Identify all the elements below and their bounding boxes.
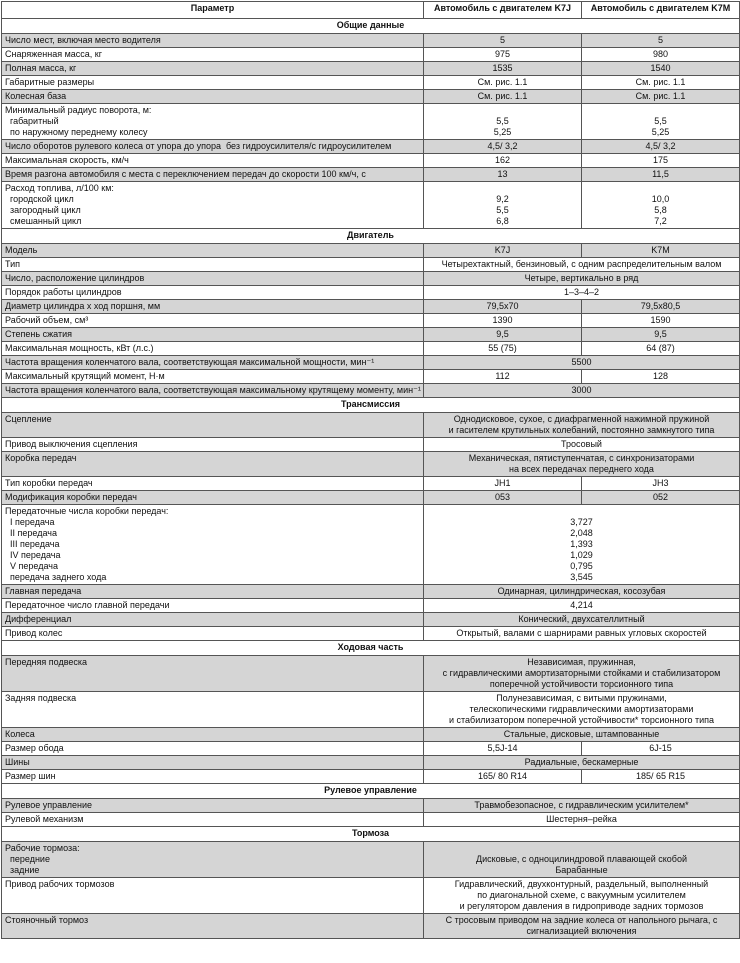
value-cell-k7j: 9,2 5,5 6,8 <box>424 182 582 229</box>
parameter-cell: Габаритные размеры <box>2 76 424 90</box>
value-cell-k7m: 1590 <box>582 314 740 328</box>
parameter-cell: Стояночный тормоз <box>2 914 424 939</box>
value-cell-k7j: 1535 <box>424 62 582 76</box>
value-cell-k7j: См. рис. 1.1 <box>424 90 582 104</box>
value-cell-both: Механическая, пятиступенчатая, с синхронизаторами на всех передачах переднего хода <box>424 452 740 477</box>
value-cell-k7m: 6J-15 <box>582 742 740 756</box>
specifications-table <box>1 1 740 939</box>
value-cell-k7j: 162 <box>424 154 582 168</box>
parameter-cell: Рулевой механизм <box>2 813 424 827</box>
value-cell-k7j: 4,5/ 3,2 <box>424 140 582 154</box>
parameter-cell: Число, расположение цилиндров <box>2 272 424 286</box>
parameter-cell: Дифференциал <box>2 613 424 627</box>
value-cell-k7m: См. рис. 1.1 <box>582 76 740 90</box>
parameter-cell: Главная передача <box>2 585 424 599</box>
header-k7m: Автомобиль с двигателем K7M <box>582 2 740 19</box>
parameter-cell: Тип коробки передач <box>2 477 424 491</box>
value-cell-k7m: 11,5 <box>582 168 740 182</box>
parameter-cell: Модель <box>2 244 424 258</box>
value-cell-k7j: JH1 <box>424 477 582 491</box>
value-cell-k7m: 185/ 65 R15 <box>582 770 740 784</box>
table-row <box>2 505 740 585</box>
table-row <box>2 314 740 328</box>
header-row <box>2 2 740 19</box>
parameter-cell: Размер шин <box>2 770 424 784</box>
table-row <box>2 168 740 182</box>
table-row <box>2 799 740 813</box>
table-row <box>2 477 740 491</box>
value-cell-k7m: 5 <box>582 34 740 48</box>
value-cell-both: Четыре, вертикально в ряд <box>424 272 740 286</box>
parameter-cell: Рабочий объем, см³ <box>2 314 424 328</box>
table-row <box>2 413 740 438</box>
value-cell-both: 4,214 <box>424 599 740 613</box>
table-row <box>2 878 740 914</box>
value-cell-both: Шестерня–рейка <box>424 813 740 827</box>
parameter-cell: Сцепление <box>2 413 424 438</box>
value-cell-both: 5500 <box>424 356 740 370</box>
table-row <box>2 272 740 286</box>
parameter-cell: Диаметр цилиндра x ход поршня, мм <box>2 300 424 314</box>
table-row <box>2 692 740 728</box>
value-cell-k7j: 053 <box>424 491 582 505</box>
header-k7j: Автомобиль с двигателем K7J <box>424 2 582 19</box>
value-cell-both: Однодисковое, сухое, с диафрагменной нажимной пружиной и гасителем крутильных колебаний, постоянно замкнутого типа <box>424 413 740 438</box>
value-cell-k7j: 13 <box>424 168 582 182</box>
value-cell-k7j: 55 (75) <box>424 342 582 356</box>
table-row <box>2 742 740 756</box>
parameter-cell: Шины <box>2 756 424 770</box>
value-cell-k7j: См. рис. 1.1 <box>424 76 582 90</box>
table-row <box>2 770 740 784</box>
parameter-cell: Колесная база <box>2 90 424 104</box>
table-row <box>2 342 740 356</box>
parameter-cell: Частота вращения коленчатого вала, соответствующая максимальному крутящему моменту, мин⁻¹ <box>2 384 424 398</box>
table-row <box>2 182 740 229</box>
parameter-cell: Полная масса, кг <box>2 62 424 76</box>
value-cell-k7m: 175 <box>582 154 740 168</box>
value-cell-k7m: 052 <box>582 491 740 505</box>
value-cell-both: Полунезависимая, с витыми пружинами, телескопическими гидравлическими амортизаторами и стабилизатором поперечной устойчивости* торсионного типа <box>424 692 740 728</box>
section-header <box>2 641 740 656</box>
value-cell-both: Четырехтактный, бензиновый, с одним распределительным валом <box>424 258 740 272</box>
value-cell-k7m: 128 <box>582 370 740 384</box>
parameter-cell: Передаточное число главной передачи <box>2 599 424 613</box>
value-cell-k7m: 9,5 <box>582 328 740 342</box>
value-cell-k7j: 165/ 80 R14 <box>424 770 582 784</box>
parameter-cell: Частота вращения коленчатого вала, соответствующая максимальной мощности, мин⁻¹ <box>2 356 424 370</box>
section-title: Трансмиссия <box>2 398 740 413</box>
table-row <box>2 842 740 878</box>
header-parameter: Параметр <box>2 2 424 19</box>
value-cell-k7m: 64 (87) <box>582 342 740 356</box>
section-title: Тормоза <box>2 827 740 842</box>
table-row <box>2 104 740 140</box>
value-cell-k7m: 79,5x80,5 <box>582 300 740 314</box>
value-cell-k7m: 5,5 5,25 <box>582 104 740 140</box>
table-row <box>2 627 740 641</box>
parameter-cell: Рабочие тормоза: передние задние <box>2 842 424 878</box>
value-cell-k7m: 1540 <box>582 62 740 76</box>
parameter-cell: Число оборотов рулевого колеса от упора до упора без гидроусилителя/с гидроусилителем <box>2 140 424 154</box>
table-body <box>2 19 740 939</box>
table-row <box>2 140 740 154</box>
table-row <box>2 90 740 104</box>
parameter-cell: Расход топлива, л/100 км: городской цикл загородный цикл смешанный цикл <box>2 182 424 229</box>
parameter-cell: Максимальная скорость, км/ч <box>2 154 424 168</box>
section-header <box>2 229 740 244</box>
table-row <box>2 258 740 272</box>
value-cell-k7m: 980 <box>582 48 740 62</box>
section-title: Общие данные <box>2 19 740 34</box>
table-row <box>2 599 740 613</box>
value-cell-k7m: JH3 <box>582 477 740 491</box>
value-cell-k7j: K7J <box>424 244 582 258</box>
parameter-cell: Максимальный крутящий момент, Н·м <box>2 370 424 384</box>
value-cell-k7j: 5,5 5,25 <box>424 104 582 140</box>
table-row <box>2 244 740 258</box>
value-cell-both: 3000 <box>424 384 740 398</box>
table-row <box>2 656 740 692</box>
section-title: Двигатель <box>2 229 740 244</box>
value-cell-k7m: K7M <box>582 244 740 258</box>
table-row <box>2 300 740 314</box>
table-row <box>2 76 740 90</box>
value-cell-k7m: См. рис. 1.1 <box>582 90 740 104</box>
value-cell-k7j: 9,5 <box>424 328 582 342</box>
table-row <box>2 452 740 477</box>
table-row <box>2 585 740 599</box>
value-cell-both: Конический, двухсателлитный <box>424 613 740 627</box>
value-cell-k7m: 10,0 5,8 7,2 <box>582 182 740 229</box>
value-cell-both: Радиальные, бескамерные <box>424 756 740 770</box>
table-row <box>2 728 740 742</box>
table-row <box>2 384 740 398</box>
table-row <box>2 613 740 627</box>
value-cell-k7j: 5,5J-14 <box>424 742 582 756</box>
value-cell-both: 1–3–4–2 <box>424 286 740 300</box>
value-cell-k7j: 1390 <box>424 314 582 328</box>
table-row <box>2 48 740 62</box>
value-cell-both: Тросовый <box>424 438 740 452</box>
table-row <box>2 34 740 48</box>
section-title: Ходовая часть <box>2 641 740 656</box>
parameter-cell: Максимальная мощность, кВт (л.с.) <box>2 342 424 356</box>
parameter-cell: Минимальный радиус поворота, м: габаритный по наружному переднему колесу <box>2 104 424 140</box>
table-row <box>2 286 740 300</box>
value-cell-both: Дисковые, с одноцилиндровой плавающей скобой Барабанные <box>424 842 740 878</box>
section-header <box>2 398 740 413</box>
parameter-cell: Число мест, включая место водителя <box>2 34 424 48</box>
parameter-cell: Передняя подвеска <box>2 656 424 692</box>
value-cell-both: Гидравлический, двухконтурный, раздельный, выполненный по диагональной схеме, с вакуумным усилителем и регулятором давления в гидроприводе задних тормозов <box>424 878 740 914</box>
parameter-cell: Снаряженная масса, кг <box>2 48 424 62</box>
value-cell-k7j: 975 <box>424 48 582 62</box>
parameter-cell: Привод колес <box>2 627 424 641</box>
value-cell-k7j: 79,5x70 <box>424 300 582 314</box>
table-row <box>2 356 740 370</box>
section-header <box>2 784 740 799</box>
parameter-cell: Степень сжатия <box>2 328 424 342</box>
value-cell-both: Независимая, пружинная, с гидравлическими амортизаторными стойками и стабилизатором поперечной устойчивости торсионного типа <box>424 656 740 692</box>
section-header <box>2 19 740 34</box>
parameter-cell: Рулевое управление <box>2 799 424 813</box>
parameter-cell: Коробка передач <box>2 452 424 477</box>
value-cell-k7j: 112 <box>424 370 582 384</box>
table-row <box>2 370 740 384</box>
value-cell-both: Стальные, дисковые, штампованные <box>424 728 740 742</box>
parameter-cell: Колеса <box>2 728 424 742</box>
parameter-cell: Время разгона автомобиля с места с переключением передач до скорости 100 км/ч, с <box>2 168 424 182</box>
parameter-cell: Порядок работы цилиндров <box>2 286 424 300</box>
table-row <box>2 154 740 168</box>
value-cell-both: С тросовым приводом на задние колеса от напольного рычага, с сигнализацией включения <box>424 914 740 939</box>
value-cell-k7j: 5 <box>424 34 582 48</box>
parameter-cell: Передаточные числа коробки передач: I передача II передача III передача IV передача V передача передача заднего хода <box>2 505 424 585</box>
table-row <box>2 914 740 939</box>
section-header <box>2 827 740 842</box>
section-title: Рулевое управление <box>2 784 740 799</box>
parameter-cell: Модификация коробки передач <box>2 491 424 505</box>
table-row <box>2 438 740 452</box>
parameter-cell: Привод выключения сцепления <box>2 438 424 452</box>
parameter-cell: Размер обода <box>2 742 424 756</box>
parameter-cell: Привод рабочих тормозов <box>2 878 424 914</box>
value-cell-both: Травмобезопасное, с гидравлическим усилителем* <box>424 799 740 813</box>
parameter-cell: Задняя подвеска <box>2 692 424 728</box>
value-cell-k7m: 4,5/ 3,2 <box>582 140 740 154</box>
parameter-cell: Тип <box>2 258 424 272</box>
table-row <box>2 328 740 342</box>
value-cell-both: 3,727 2,048 1,393 1,029 0,795 3,545 <box>424 505 740 585</box>
table-row <box>2 756 740 770</box>
table-row <box>2 62 740 76</box>
value-cell-both: Открытый, валами с шарнирами равных угловых скоростей <box>424 627 740 641</box>
table-row <box>2 491 740 505</box>
value-cell-both: Одинарная, цилиндрическая, косозубая <box>424 585 740 599</box>
table-row <box>2 813 740 827</box>
